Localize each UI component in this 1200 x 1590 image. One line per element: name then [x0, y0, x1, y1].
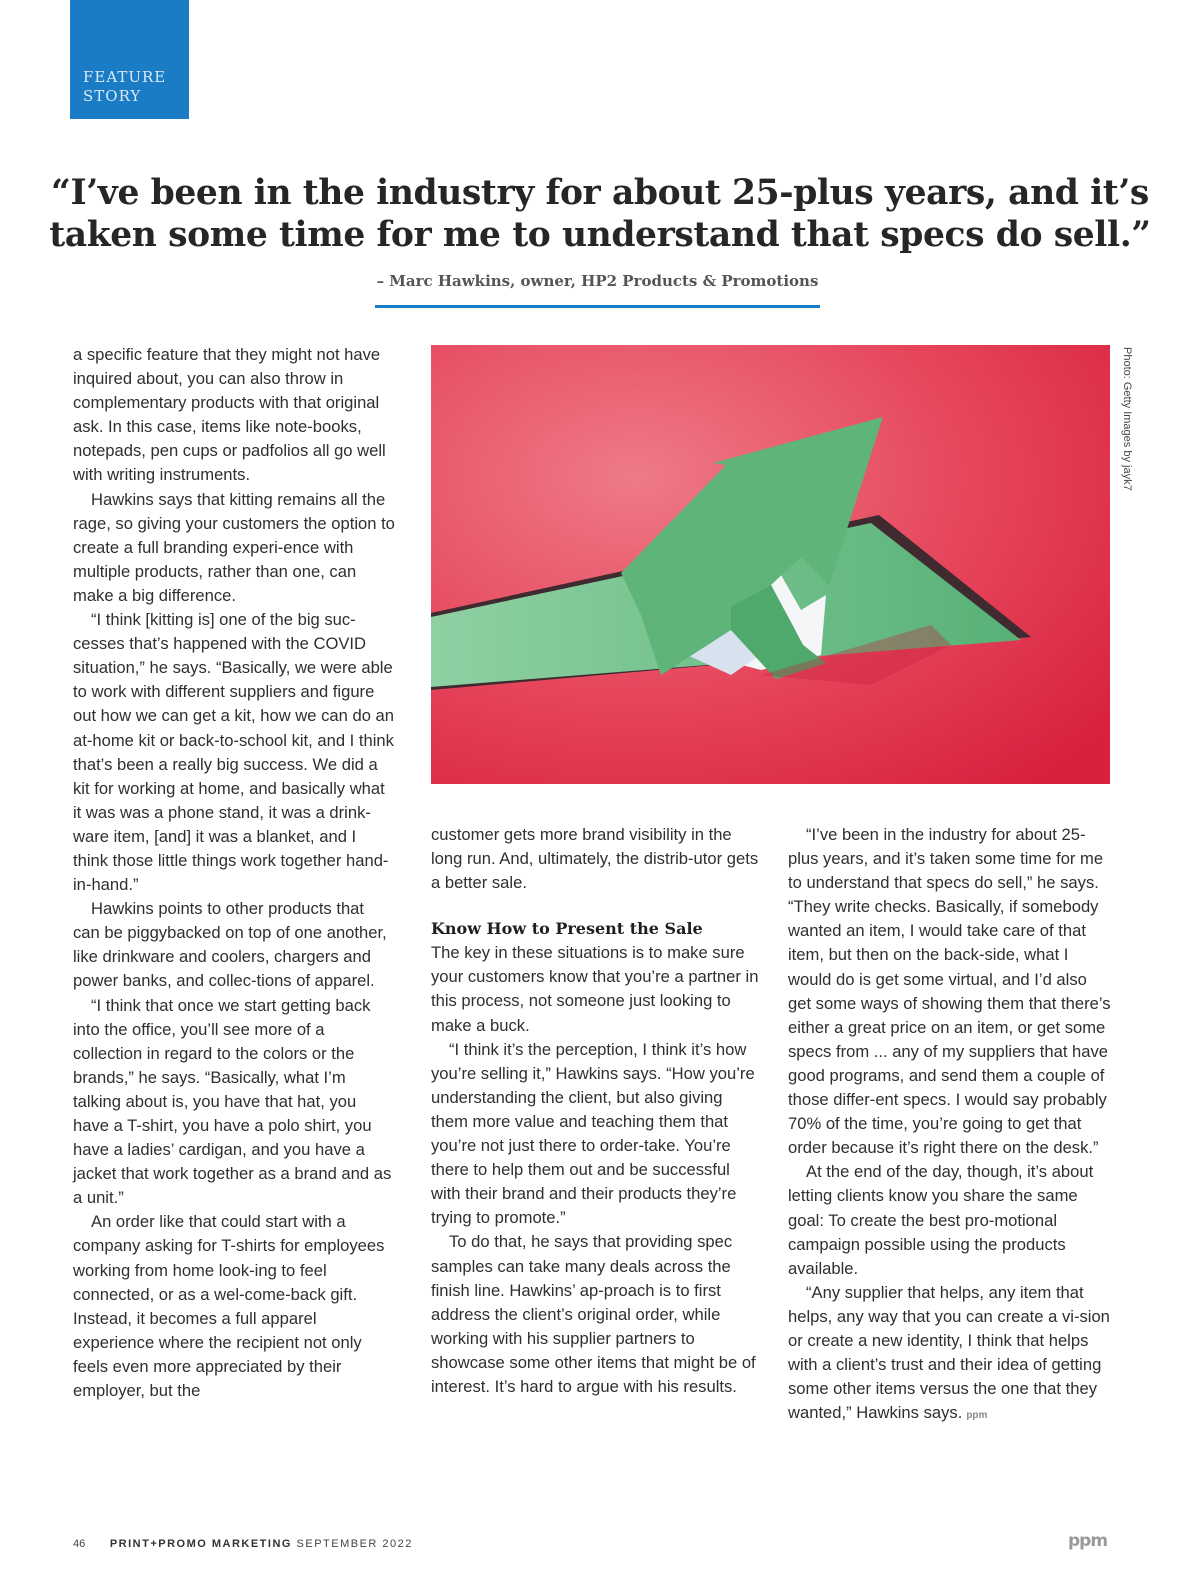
article-column-2	[431, 823, 761, 1399]
magazine-name: PRINT+PROMO MARKETING	[109, 1538, 292, 1550]
tag-line-1: FEATURE	[83, 68, 167, 86]
page-footer	[73, 1538, 413, 1550]
ppm-logo: ppm	[1068, 1531, 1108, 1551]
feature-story-tag	[70, 0, 189, 119]
green-paper-arrow-photo	[431, 345, 1110, 784]
paragraph: At the end of the day, though, it’s about letting clients know you share the same goal: To create the best pro-motional campaign possible using the products available.	[788, 1162, 1094, 1278]
paragraph-text: “Any supplier that helps, any item that helps, any way that you can create a vi-sion or create a new identity, I think that helps with a client’s trust and their idea of getting some other items versus the one that they wanted,” Hawkins says.	[788, 1282, 1110, 1423]
paragraph: Hawkins points to other products that can be piggybacked on top of one another, like drinkware and coolers, chargers and power banks, and collec-tions of apparel.	[73, 899, 387, 991]
article-column-3	[788, 823, 1113, 1428]
issue-date: SEPTEMBER 2022	[296, 1538, 413, 1550]
tag-line-2: STORY	[83, 87, 142, 105]
paragraph	[788, 1281, 1113, 1429]
paragraph: Hawkins says that kitting remains all the rage, so giving your customers the option to create a full branding experi-ence with multiple products, rather than one, can make a big difference.	[73, 489, 395, 605]
attribution-rule	[375, 305, 820, 308]
photo-credit: Photo: Getty Images by jayk7	[1121, 347, 1133, 491]
paragraph: The key in these situations is to make sure your customers know that you’re a partner in this process, not someone just looking to make a buck.	[431, 943, 759, 1035]
article-column-1	[73, 343, 395, 1403]
pull-quote-attribution: – Marc Hawkins, owner, HP2 Products & Promotions	[376, 272, 819, 290]
paragraph: customer gets more brand visibility in the long run. And, ultimately, the distrib-utor gets a better sale.	[431, 825, 759, 893]
page-number: 46	[73, 1538, 86, 1550]
paragraph: An order like that could start with a company asking for T-shirts for employees working from home look-ing to feel connected, or as a wel-come-back gift. Instead, it becomes a full apparel experience where the recipient not only feels even more appreciated by their employer, but the	[73, 1212, 385, 1401]
paragraph: “I think that once we start getting back into the office, you’ll see more of a collection in regard to the colors or the brands,” he says. “Basically, what I’m talking about is, you have that hat, you have a T-shirt, you have a polo shirt, you have a ladies’ cardigan, and you have a jacket that work together as a brand and as a unit.”	[73, 995, 392, 1208]
paragraph: “I’ve been in the industry for about 25-plus years, and it’s taken some time for me to understand that specs do sell,” he says. “They write checks. Basically, if somebody wanted an item, I would take care of that item, but then on the back-side, what I would do is get some virtual, and I’d also get some ways of showing them that there’s either a great price on an item, or get some specs from ... any of my suppliers that have good programs, and send them a couple of those differ-ent specs. I would say probably 70% of the time, you’re going to get that order because it’s right there on the desk.”	[788, 825, 1111, 1158]
pull-quote: “I’ve been in the industry for about 25-plus years, and it’s taken some time for me to understand that specs do sell.”	[49, 173, 1151, 255]
end-mark-logo: ppm	[966, 1410, 988, 1422]
paragraph: “I think it’s the perception, I think it’s how you’re selling it,” Hawkins says. “How you’re understanding the client, but also giving them more value and teaching them that you’re not just there to order-take. You’re there to help them out and be successful with their brand and their products they’re trying to promote.”	[431, 1039, 755, 1228]
paragraph: a specific feature that they might not have inquired about, you can also throw in complementary products with that original ask. In this case, items like note-books, notepads, pen cups or padfolios all go well with writing instruments.	[73, 345, 386, 485]
paragraph: To do that, he says that providing spec samples can take many deals across the finish line. Hawkins’ ap-proach is to first address the client’s original order, while working with his supplier partners to showcase some other items that might be of interest. It’s hard to argue with his results.	[431, 1232, 756, 1396]
section-heading: Know How to Present the Sale	[431, 919, 703, 939]
paragraph: “I think [kitting is] one of the big suc-cesses that’s happened with the COVID situation,” he says. “Basically, we were able to work with different suppliers and figure out how we can get a kit, how we can do an at-home kit or back-to-school kit, and I think that’s been a really big success. We did a kit for working at home, and basically what it was was a phone stand, it was a drink-ware item, [and] it was a blanket, and I think those little things work together hand-in-hand.”	[73, 610, 395, 895]
